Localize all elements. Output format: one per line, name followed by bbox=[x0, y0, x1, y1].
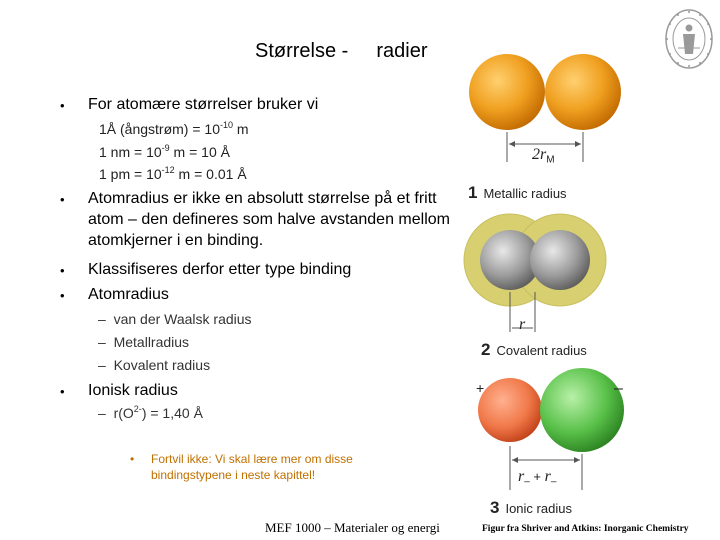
cation bbox=[478, 378, 542, 442]
bullet-ionic-radius: Ionisk radius bbox=[88, 382, 178, 399]
bullet-atomic-radius: Atomradius bbox=[88, 286, 169, 303]
unit-nm: 1 nm = $10^{-9}$ m = 10 Å bbox=[99, 143, 230, 160]
bullet-atomic-sizes: For atomære størrelser bruker vi bbox=[88, 96, 319, 113]
radius-type-item: – van der Waalsk radius bbox=[98, 311, 252, 327]
ionic-radius-caption: 3 Ionic radius bbox=[490, 498, 572, 517]
metallic-radius-caption: 1 Metallic radius bbox=[468, 183, 567, 202]
bullet-marker: • bbox=[60, 384, 65, 399]
title-suffix: radier bbox=[376, 40, 428, 62]
bullet-marker: • bbox=[60, 192, 65, 207]
radius-type-item: – Metallradius bbox=[98, 334, 190, 350]
metal-atom-right bbox=[545, 54, 621, 130]
unit-angstrom: 1Å (ångstrøm) = $10^{-10}$ m bbox=[99, 120, 249, 137]
covalent-radius-figure bbox=[450, 212, 620, 340]
covalent-core-right bbox=[530, 230, 590, 290]
metal-atom-left bbox=[469, 54, 545, 130]
anion bbox=[540, 368, 624, 452]
bullet-marker: • bbox=[60, 263, 65, 278]
title-main: Størrelse - bbox=[255, 40, 349, 62]
ionic-dim-label: $r_- + r_-$ bbox=[518, 468, 557, 488]
note-bullet: • bbox=[130, 452, 135, 466]
figure-credit: Figur fra Shriver and Atkins: Inorganic Chemistry bbox=[482, 524, 689, 534]
unit-pm: 1 pm = $10^{-12}$ m = 0.01 Å bbox=[99, 165, 247, 182]
ionic-radius-example: – $r(O^{2-}) = 1,40$ Å bbox=[98, 404, 203, 421]
covalent-radius-caption: 2 Covalent radius bbox=[481, 340, 587, 359]
cation-charge: + bbox=[476, 380, 485, 396]
radius-type-item: – Kovalent radius bbox=[98, 357, 211, 373]
bullet-marker: • bbox=[60, 288, 65, 303]
page-title bbox=[255, 40, 427, 63]
metallic-dim-label: $2r_M$ bbox=[532, 146, 555, 166]
covalent-dim-label: r bbox=[519, 316, 526, 333]
course-footer: MEF 1000 – Materialer og energi bbox=[265, 520, 440, 535]
bullet-atomic-radius-definition: Atomradius er ikke en absolutt størrelse på et fritt atom – den defineres som halve avstanden mellom atomkjerner i en binding. bbox=[88, 190, 450, 249]
bullet-classified: Klassifiseres derfor etter type binding bbox=[88, 261, 352, 278]
anion-charge: – bbox=[614, 380, 623, 397]
university-seal-icon bbox=[664, 8, 714, 70]
note-text: Fortvil ikke: Vi skal lære mer om disse bindingstypene i neste kapittel! bbox=[151, 452, 353, 482]
bullet-marker: • bbox=[60, 98, 65, 113]
